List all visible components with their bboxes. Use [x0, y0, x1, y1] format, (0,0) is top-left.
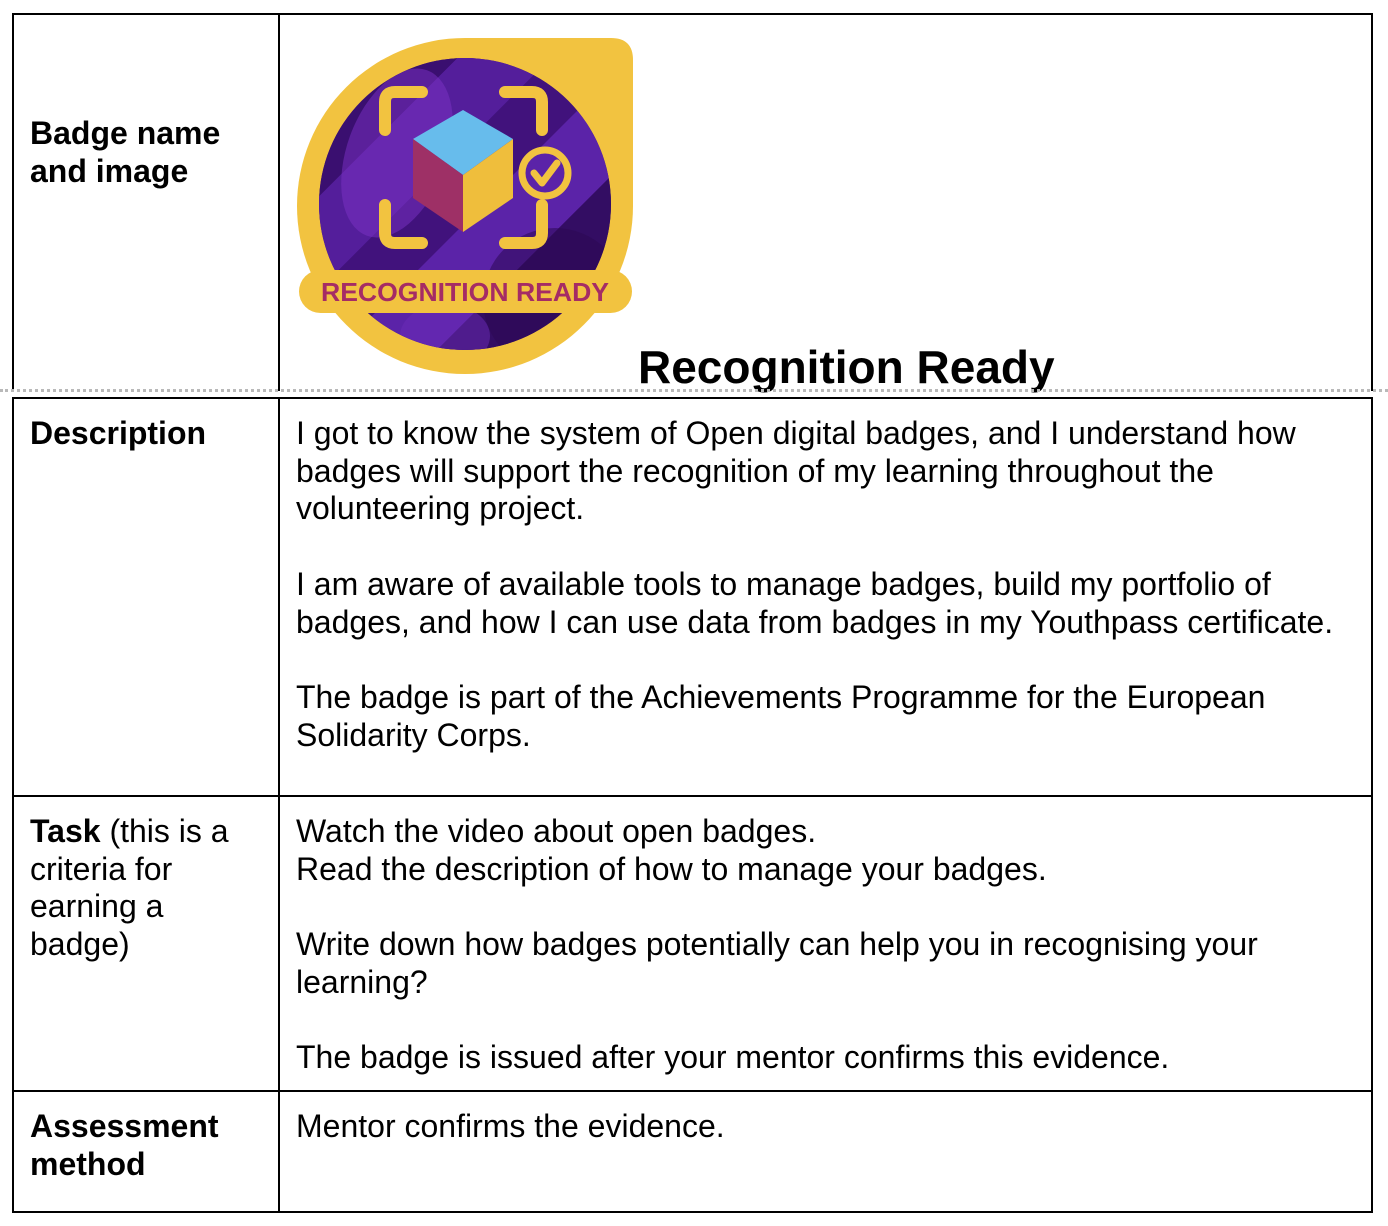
task-line: Write down how badges potentially can help you in recognising your learning?	[296, 926, 1258, 1000]
task-label-bold: Task	[30, 813, 101, 849]
task-line: The badge is issued after your mentor confirms this evidence.	[296, 1039, 1170, 1076]
assessment-text	[280, 1092, 1371, 1211]
table-body	[12, 397, 1373, 1213]
task-line: Read the description of how to manage your badges.	[296, 850, 1047, 887]
task-label-rest: (this is a criteria for earning a badge)	[30, 813, 229, 963]
badge-title: Recognition Ready	[638, 341, 1055, 393]
row-label-task	[14, 797, 280, 1090]
task-line: Watch the video about open badges.	[296, 813, 817, 849]
badge-banner-text: RECOGNITION READY	[321, 277, 609, 307]
task-text	[280, 797, 1371, 1090]
badge-image	[297, 38, 634, 375]
badge-cell	[280, 15, 1371, 391]
description-paragraph: The badge is part of the Achievements Programme for the European Solidarity Corps.	[296, 678, 1266, 753]
description-paragraph: I am aware of available tools to manage badges, build my portfolio of badges, and how I can use data from badges in my Youthpass certificate.	[296, 565, 1334, 640]
description-text	[280, 399, 1371, 795]
description-paragraph: I got to know the system of Open digital badges, and I understand how badges will support the recognition of my learning throughout the volunteering project.	[296, 415, 1296, 527]
row-label-assessment-method: Assessment method	[14, 1092, 280, 1211]
table-row-task	[14, 797, 1371, 1092]
row-label-description: Description	[14, 399, 280, 795]
row-label-badge-name-and-image: Badge name and image	[14, 15, 280, 391]
page-break-divider	[0, 389, 1388, 392]
assessment-line: Mentor confirms the evidence.	[296, 1108, 725, 1144]
table-row-description	[14, 399, 1371, 797]
table-row-badge	[12, 13, 1373, 391]
table-row-assessment	[14, 1092, 1371, 1211]
